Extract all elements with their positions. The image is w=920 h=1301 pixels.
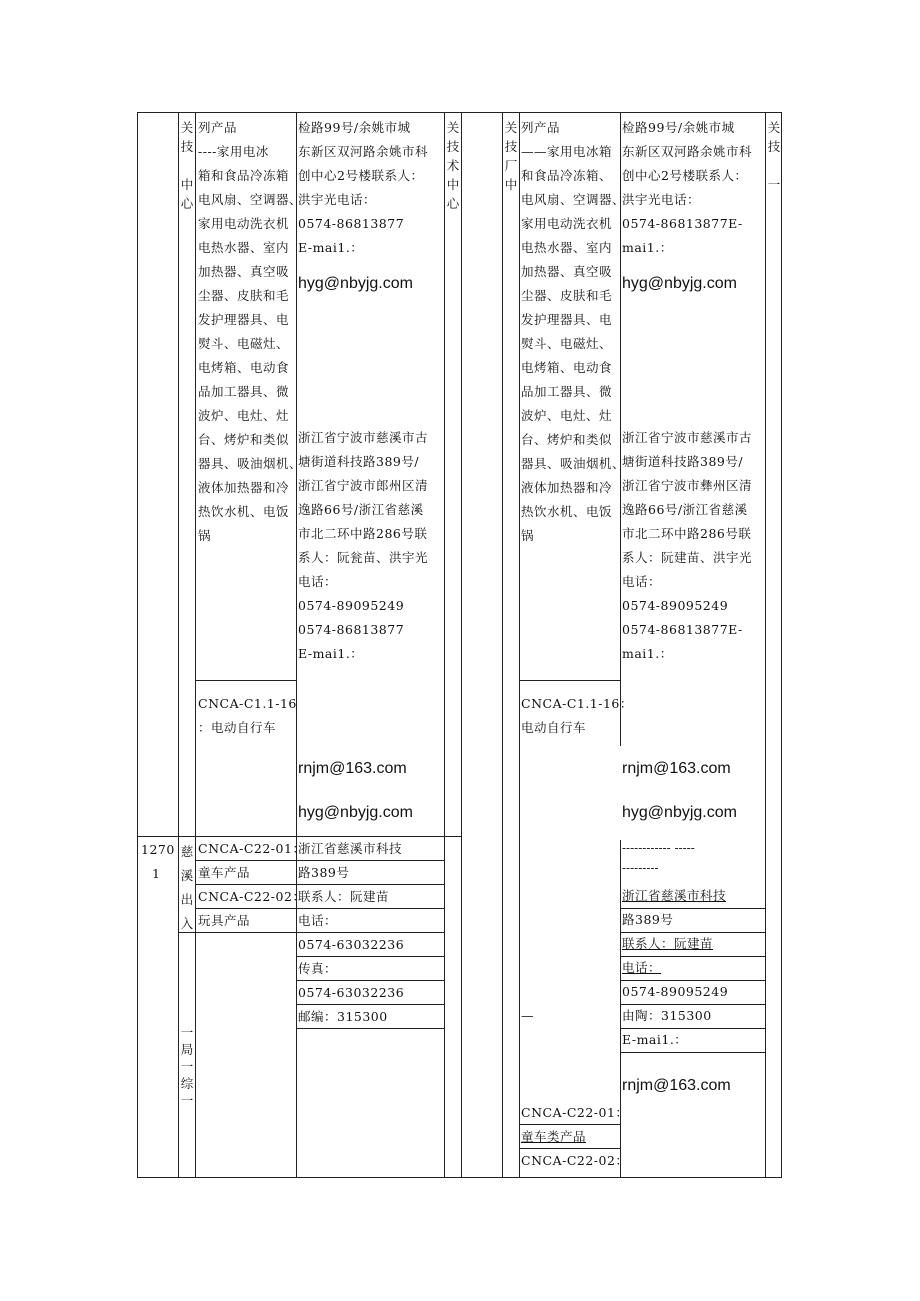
product-line: 器具、吸油烟机、 (198, 456, 303, 471)
left-address-block-1 (298, 116, 428, 260)
email-link[interactable]: rnjm@163.com (298, 760, 407, 777)
contact-line: 0574-89095249 (622, 984, 729, 999)
product-line: ----家用电冰 (198, 144, 269, 159)
org-char: 厂 (504, 158, 518, 173)
product-line: 童车类产品 (521, 1129, 587, 1144)
product-line: 品加工器具、微 (521, 384, 613, 399)
address-line: 浙江省宁波市慈溪市古 (298, 430, 429, 445)
org-char: 一 (180, 1093, 194, 1108)
address-line: E-mai1.： (298, 646, 364, 661)
address-line: 检路99号/余姚市城 (298, 120, 411, 135)
contact-line: 邮编：315300 (298, 1009, 388, 1024)
address-line: mai1.： (622, 240, 673, 255)
address-line: 创中心2号楼联系人： (298, 168, 424, 183)
ev-name: 电动自行车 (521, 720, 587, 735)
product-line: 液体加热器和冷 (198, 480, 290, 495)
product-line: 和食品冷冻箱、 (521, 168, 613, 183)
contact-line: 电话： (622, 960, 662, 975)
address-line: 电话： (622, 574, 662, 589)
address-line: 0574-86813877 (298, 216, 405, 231)
address-line: 东新区双河路余姚市科 (622, 144, 753, 159)
product-line: 波炉、电灶、灶 (521, 408, 613, 423)
org-char: 心 (446, 196, 460, 211)
product-line: 家用电动洗衣机 (521, 216, 613, 231)
org-char: 技 (180, 139, 194, 154)
contact-line: 浙江省慈溪市科技 (298, 841, 403, 856)
address-line: 洪宇光电话： (298, 192, 377, 207)
product-line: 热饮水机、电饭 (521, 504, 613, 519)
contact-line: 浙江省慈溪市科技 (622, 888, 727, 903)
contact-line: 0574-63032236 (298, 937, 405, 952)
address-line: 塘街道科技路389号/ (298, 454, 420, 469)
address-line: 0574-89095249 (298, 598, 405, 613)
address-line: 0574-89095249 (622, 598, 729, 613)
org-char: 溪 (180, 868, 194, 883)
product-line: 电热水器、室内 (198, 240, 290, 255)
row2-contacts (298, 837, 404, 1029)
product-line: 热饮水机、电饭 (198, 504, 290, 519)
product-line: 列产品 (198, 120, 238, 135)
org-char: 中 (446, 177, 460, 192)
org-char (180, 156, 194, 175)
product-line: 加热器、真空吸 (198, 264, 290, 279)
product-line: CNCA-C22-02： (198, 889, 306, 904)
org-char: 一 (180, 1025, 194, 1040)
dash-line: ------------ ----- (622, 841, 695, 855)
product-line: 锅 (198, 528, 212, 543)
address-line: 浙江省宁波市慈溪市古 (622, 430, 753, 445)
contact-line: 由陶：315300 (622, 1008, 712, 1023)
org-char: 关 (446, 120, 460, 135)
address-line: 创中心2号楼联系人： (622, 168, 748, 183)
contact-line: 联系人：阮建苗 (622, 936, 714, 951)
product-line: 发护理器具、电 (521, 312, 613, 327)
ev-code: CNCA-C1.1-16 (198, 696, 297, 711)
row-number: 1 (152, 866, 161, 881)
address-line: 0574-86813877 (298, 622, 405, 637)
contact-line: E-mai1.： (622, 1032, 688, 1047)
left-product-list (198, 116, 302, 548)
address-line: 逸路66号/浙江省慈溪 (622, 502, 748, 517)
row2-org-vertical-bottom (180, 1024, 194, 1109)
email-link[interactable]: rnjm@163.com (622, 760, 731, 777)
org-char: 技 (504, 139, 518, 154)
row2-org-vertical (180, 840, 194, 936)
org-char: 综 (180, 1076, 194, 1091)
right-product-list (521, 116, 625, 548)
product-line: 尘器、皮肤和毛 (521, 288, 613, 303)
product-line: 液体加热器和冷 (521, 480, 613, 495)
right-org-vertical (504, 118, 518, 194)
product-line: CNCA-C22-01： (521, 1105, 629, 1120)
address-line: 检路99号/余姚市城 (622, 120, 735, 135)
org-char: 关 (504, 120, 518, 135)
product-line: 熨斗、电磁灶、 (521, 336, 613, 351)
row2-products (198, 837, 305, 933)
address-line: 浙江省宁波市彝州区清 (622, 478, 753, 493)
email-link[interactable]: hyg@nbyjg.com (622, 275, 737, 292)
product-line: 台、烤炉和类似 (198, 432, 290, 447)
product-line: 电烤箱、电动食 (521, 360, 613, 375)
address-line: 0574-86813877E- (622, 216, 743, 231)
product-line: 熨斗、电磁灶、 (198, 336, 290, 351)
product-line: 童车产品 (198, 865, 251, 880)
product-line: 玩具产品 (198, 913, 251, 928)
org-char: 一 (180, 1059, 194, 1074)
product-line: CNCA-C22-01： (198, 841, 306, 856)
ev-code: CNCA-C1.1-16： (521, 696, 633, 711)
product-line: 器具、吸油烟机、 (521, 456, 626, 471)
product-line: 发护理器具、电 (198, 312, 290, 327)
product-line: 电风扇、空调器、 (198, 192, 303, 207)
org-char: 慈 (180, 844, 194, 859)
address-line: 系人：阮瓮苗、洪宇光 (298, 550, 429, 565)
address-line: 市北二环中路286号联 (298, 526, 428, 541)
address-line: 塘街道科技路389号/ (622, 454, 744, 469)
contact-line: 0574-63032236 (298, 985, 405, 1000)
org-char: 局 (180, 1042, 194, 1057)
ev-name: ：电动自行车 (198, 720, 277, 735)
right-address-block-2 (622, 426, 752, 666)
right-contacts (622, 884, 728, 1052)
org-char: 中 (180, 177, 194, 192)
right-products-bottom (521, 1101, 628, 1173)
product-line: 电热水器、室内 (521, 240, 613, 255)
product-line: ——家用电冰箱 (521, 144, 613, 159)
product-line: 列产品 (521, 120, 561, 135)
product-line: 电烤箱、电动食 (198, 360, 290, 375)
contact-line: 路389号 (298, 865, 350, 880)
product-line: 箱和食品冷冻箱 (198, 168, 290, 183)
email-link[interactable]: hyg@nbyjg.com (298, 804, 413, 821)
address-line: 市北二环中路286号联 (622, 526, 752, 541)
contact-line: 联系人：阮建苗 (298, 889, 390, 904)
org-char (767, 156, 781, 175)
product-line: CNCA-C22-02： (521, 1153, 629, 1168)
org-char: 中 (504, 177, 518, 192)
org-char: 心 (180, 196, 194, 211)
contact-line: 电话： (298, 913, 338, 928)
address-line: E-mai1.： (298, 240, 364, 255)
email-link[interactable]: hyg@nbyjg.com (298, 275, 413, 292)
address-line: 浙江省宁波市郎州区清 (298, 478, 429, 493)
product-line: 家用电动洗衣机 (198, 216, 290, 231)
org-char: 入 (180, 916, 194, 931)
address-line: 逸路66号/浙江省慈溪 (298, 502, 424, 517)
dash-line: --------- (622, 861, 659, 875)
product-line: 台、烤炉和类似 (521, 432, 613, 447)
product-line: 电风扇、空调器、 (521, 192, 626, 207)
org-char: 出 (180, 892, 194, 907)
org-char: 术 (446, 158, 460, 173)
org-char: 技 (767, 139, 781, 154)
product-line: 品加工器具、微 (198, 384, 290, 399)
org-char: 技 (446, 139, 460, 154)
address-line: mai1.： (622, 646, 673, 661)
email-link[interactable]: hyg@nbyjg.com (622, 804, 737, 821)
right-address-block-1 (622, 116, 752, 260)
address-line: 东新区双河路余姚市科 (298, 144, 429, 159)
dash-mark: — (521, 1008, 534, 1023)
product-line: 波炉、电灶、灶 (198, 408, 290, 423)
product-line: 加热器、真空吸 (521, 264, 613, 279)
address-line: 0574-86813877E- (622, 622, 743, 637)
left-col4-vertical (446, 118, 460, 213)
email-link[interactable]: rnjm@163.com (622, 1077, 731, 1094)
right-col4-vertical (767, 118, 781, 194)
org-char: 关 (767, 120, 781, 135)
address-line: 电话： (298, 574, 338, 589)
product-line: 尘器、皮肤和毛 (198, 288, 290, 303)
address-line: 洪宇光电话： (622, 192, 701, 207)
row-number: 1270 (141, 842, 175, 857)
org-char: 关 (180, 120, 194, 135)
contact-line: 传真： (298, 961, 338, 976)
product-line: 锅 (521, 528, 535, 543)
contact-line: 路389号 (622, 912, 674, 927)
left-org-vertical (180, 118, 194, 213)
org-char: 一 (767, 177, 781, 192)
left-address-block-2 (298, 426, 428, 666)
address-line: 系人：阮建苗、洪宇光 (622, 550, 753, 565)
